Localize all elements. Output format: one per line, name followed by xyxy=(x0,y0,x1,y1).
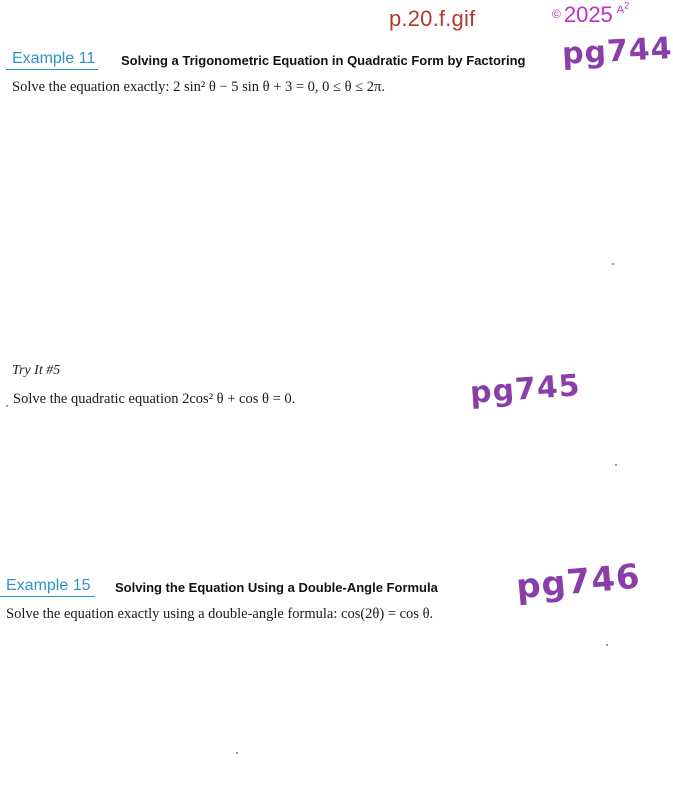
scan-speck xyxy=(606,644,608,646)
copyright-notice xyxy=(552,2,629,28)
handwritten-page-note-744: pg744 xyxy=(561,31,673,72)
example-11-title: Solving a Trigonometric Equation in Quadratic Form by Factoring xyxy=(121,53,526,68)
scan-speck xyxy=(612,263,614,265)
copyright-year: 2025 xyxy=(563,2,613,27)
example-15-title: Solving the Equation Using a Double-Angle Formula xyxy=(115,580,438,595)
handwritten-page-note-745: pg745 xyxy=(468,368,582,411)
example-15-problem: Solve the equation exactly using a double-angle formula: cos(2θ) = cos θ. xyxy=(6,606,434,622)
example-15-label: Example 15 xyxy=(0,577,95,597)
example-11-label: Example 11 xyxy=(6,50,98,70)
handwritten-page-note-746: pg746 xyxy=(514,556,643,608)
scan-speck xyxy=(615,464,617,466)
scan-speck xyxy=(6,405,8,407)
copyright-symbol: © xyxy=(552,7,561,21)
try-it-5-label: Try It #5 xyxy=(12,363,61,378)
file-label: p.20.f.gif xyxy=(389,6,476,31)
try-it-5-problem: Solve the quadratic equation 2cos² θ + cos θ = 0. xyxy=(13,391,296,407)
example-11-problem: Solve the equation exactly: 2 sin² θ − 5 sin θ + 3 = 0, 0 ≤ θ ≤ 2π. xyxy=(12,79,385,95)
scan-speck xyxy=(236,752,238,754)
copyright-mark: A2 xyxy=(616,0,630,16)
